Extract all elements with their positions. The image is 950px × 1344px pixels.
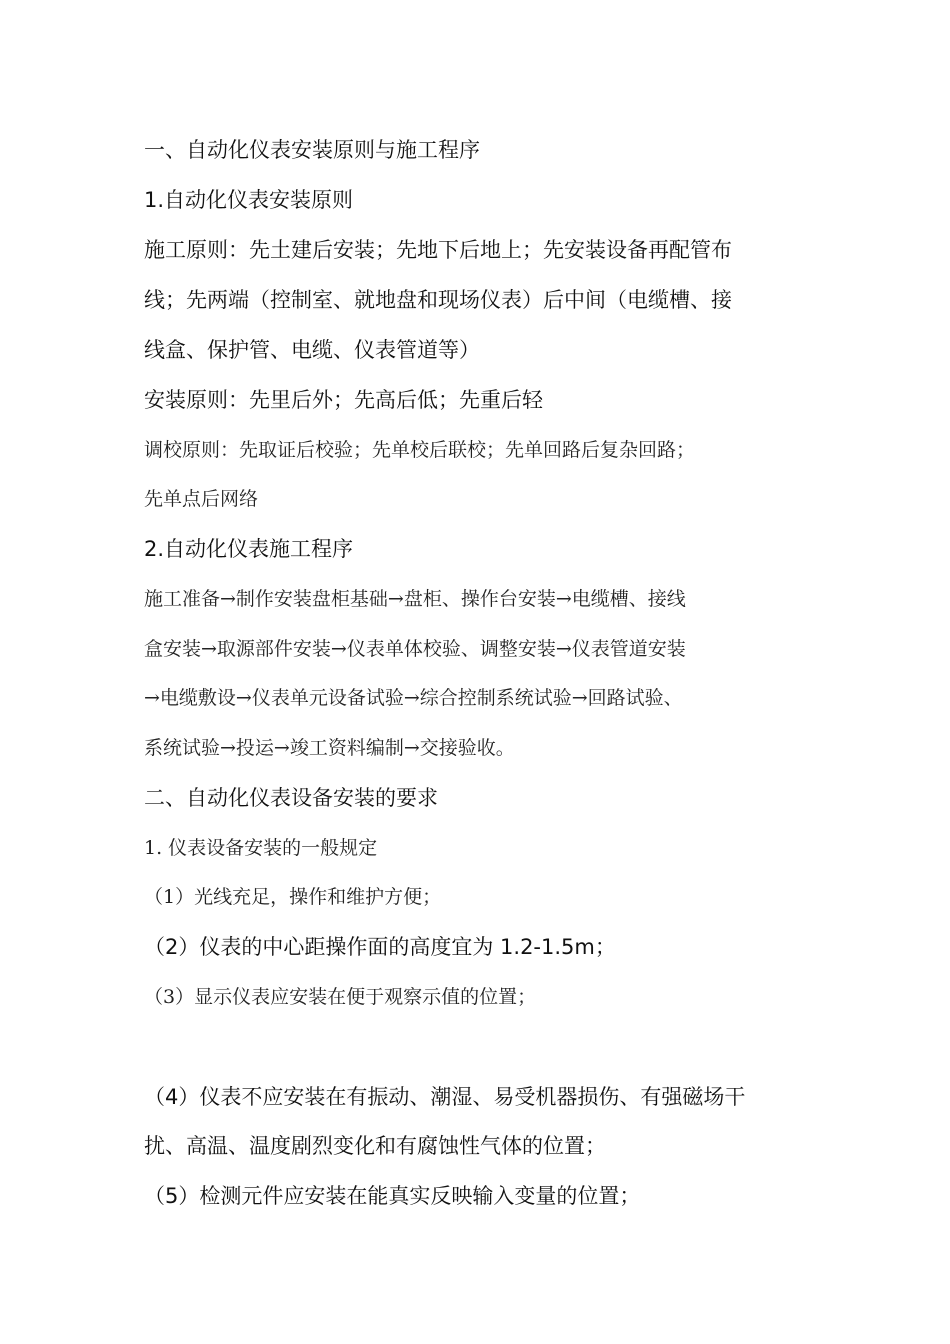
- installation-principle: 安装原则：先里后外；先高后低；先重后轻: [144, 388, 543, 412]
- procedure-line-4: 系统试验→投运→竣工资料编制→交接验收。: [144, 737, 515, 759]
- procedure-line-2: 盒安装→取源部件安装→仪表单体校验、调整安装→仪表管道安装: [144, 638, 686, 660]
- rule-3: （3）显示仪表应安装在便于观察示值的位置；: [144, 986, 537, 1008]
- rule-5: （5）检测元件应安装在能真实反映输入变量的位置；: [144, 1184, 641, 1208]
- calibration-principle-line-2: 先单点后网络: [144, 488, 259, 510]
- subsection-heading-1: 1.自动化仪表安装原则: [144, 188, 354, 212]
- rule-4-line-2: 扰、高温、温度剧烈变化和有腐蚀性气体的位置；: [144, 1134, 606, 1158]
- rule-4-line-1: （4）仪表不应安装在有振动、潮湿、易受机器损伤、有强磁场干: [144, 1085, 746, 1109]
- procedure-line-1: 施工准备→制作安装盘柜基础→盘柜、操作台安装→电缆槽、接线: [144, 588, 686, 610]
- construction-principle-line-1: 施工原则：先土建后安装；先地下后地上；先安装设备再配管布: [144, 238, 732, 262]
- subsection-heading-2: 2.自动化仪表施工程序: [144, 537, 354, 561]
- procedure-line-3: →电缆敷设→仪表单元设备试验→综合控制系统试验→回路试验、: [144, 687, 683, 709]
- rule-2: （2）仪表的中心距操作面的高度宜为 1.2-1.5m；: [144, 935, 616, 959]
- section-heading-1: 一、自动化仪表安装原则与施工程序: [144, 138, 480, 162]
- subsection-heading-3: 1. 仪表设备安装的一般规定: [144, 837, 378, 859]
- section-heading-2: 二、自动化仪表设备安装的要求: [144, 786, 438, 810]
- calibration-principle-line-1: 调校原则：先取证后校验；先单校后联校；先单回路后复杂回路；: [144, 439, 696, 461]
- construction-principle-line-3: 线盒、保护管、电缆、仪表管道等）: [144, 338, 480, 362]
- construction-principle-line-2: 线；先两端（控制室、就地盘和现场仪表）后中间（电缆槽、接: [144, 288, 732, 312]
- rule-1: （1）光线充足，操作和维护方便；: [144, 886, 442, 908]
